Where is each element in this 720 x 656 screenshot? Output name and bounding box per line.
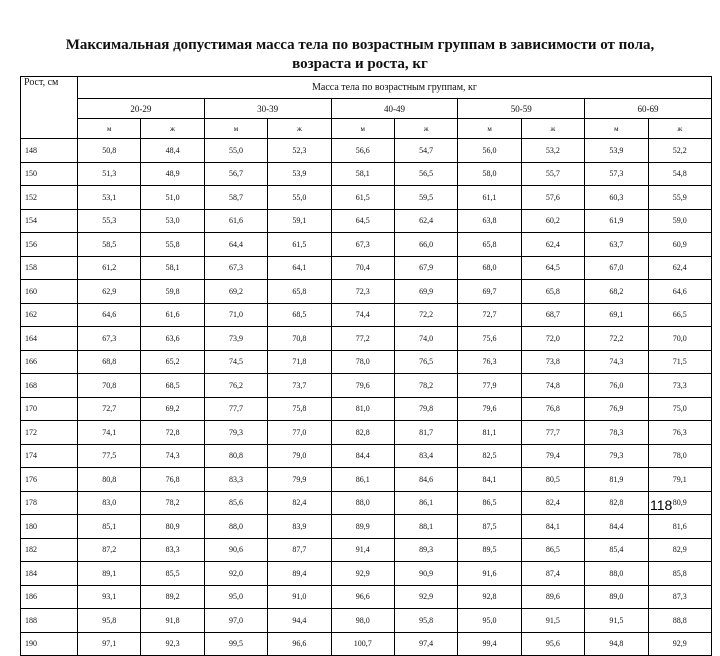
sex-header: м [585,119,648,139]
weight-cell: 91,5 [585,609,648,633]
weight-cell: 81,7 [394,421,457,445]
weight-cell: 64,5 [521,256,584,280]
weight-cell: 65,8 [268,280,331,304]
weight-cell: 68,5 [268,303,331,327]
weight-cell: 94,8 [585,632,648,656]
weight-cell: 70,0 [648,327,711,351]
table-row [21,444,712,468]
weight-cell: 53,0 [141,209,204,233]
weight-cell: 87,2 [78,538,141,562]
weight-cell: 86,1 [331,468,394,492]
weight-cell: 80,8 [78,468,141,492]
weight-cell: 73,9 [204,327,267,351]
weight-cell: 79,6 [458,397,521,421]
weight-cell: 85,1 [78,515,141,539]
sex-header: ж [268,119,331,139]
weight-cell: 69,2 [204,280,267,304]
weight-cell: 53,1 [78,186,141,210]
weight-cell: 95,6 [521,632,584,656]
page-title [20,36,700,74]
weight-cell: 92,8 [458,585,521,609]
weight-cell: 74,0 [394,327,457,351]
sex-header: ж [521,119,584,139]
weight-cell: 88,0 [331,491,394,515]
weight-cell: 89,5 [458,538,521,562]
weight-cell: 95,0 [204,585,267,609]
weight-cell: 73,3 [648,374,711,398]
weight-cell: 74,8 [521,374,584,398]
table-row [21,209,712,233]
weight-cell: 82,8 [585,491,648,515]
table-row [21,609,712,633]
sex-header: м [458,119,521,139]
weight-cell: 97,0 [204,609,267,633]
weight-cell: 51,0 [141,186,204,210]
weight-cell: 67,3 [204,256,267,280]
weight-cell: 69,1 [585,303,648,327]
weight-cell: 88,8 [648,609,711,633]
weight-cell: 71,8 [268,350,331,374]
weight-cell: 85,4 [585,538,648,562]
weight-cell: 61,5 [268,233,331,257]
weight-cell: 99,4 [458,632,521,656]
weight-cell: 89,6 [521,585,584,609]
weight-cell: 84,1 [458,468,521,492]
weight-cell: 64,4 [204,233,267,257]
weight-cell: 83,3 [204,468,267,492]
height-cell: 168 [21,374,78,398]
weight-cell: 83,4 [394,444,457,468]
weight-cell: 78,0 [331,350,394,374]
growth-header: Рост, см [21,77,78,139]
weight-cell: 55,0 [268,186,331,210]
weight-cell: 97,4 [394,632,457,656]
table-row [21,280,712,304]
weight-cell: 64,6 [648,280,711,304]
weight-cell: 76,8 [141,468,204,492]
weight-cell: 80,9 [141,515,204,539]
weight-cell: 89,2 [141,585,204,609]
weight-cell: 77,2 [331,327,394,351]
weight-cell: 92,0 [204,562,267,586]
weight-cell: 92,9 [394,585,457,609]
age-group-header: 30-39 [204,99,331,119]
height-cell: 184 [21,562,78,586]
height-cell: 180 [21,515,78,539]
age-group-header: 40-49 [331,99,458,119]
weight-cell: 55,7 [521,162,584,186]
weight-cell: 55,8 [141,233,204,257]
weight-cell: 69,2 [141,397,204,421]
weight-cell: 56,0 [458,139,521,163]
mass-header: Масса тела по возрастным группам, кг [78,77,712,99]
weight-cell: 92,9 [331,562,394,586]
weight-cell: 56,7 [204,162,267,186]
weight-cell: 54,8 [648,162,711,186]
weight-cell: 73,7 [268,374,331,398]
weight-cell: 60,9 [648,233,711,257]
table-row [21,233,712,257]
weight-cell: 87,5 [458,515,521,539]
weight-cell: 73,8 [521,350,584,374]
sex-header: ж [394,119,457,139]
weight-cell: 84,1 [521,515,584,539]
weight-cell: 61,9 [585,209,648,233]
weight-cell: 100,7 [331,632,394,656]
height-cell: 182 [21,538,78,562]
weight-cell: 95,0 [458,609,521,633]
height-cell: 172 [21,421,78,445]
weight-cell: 70,8 [268,327,331,351]
weight-cell: 76,3 [458,350,521,374]
weight-cell: 76,3 [648,421,711,445]
weight-cell: 79,6 [331,374,394,398]
weight-cell: 78,2 [141,491,204,515]
weight-cell: 56,5 [394,162,457,186]
weight-cell: 97,1 [78,632,141,656]
weight-cell: 89,4 [268,562,331,586]
weight-cell: 65,8 [521,280,584,304]
weight-cell: 74,4 [331,303,394,327]
weight-cell: 68,5 [141,374,204,398]
table-row [21,538,712,562]
table-row [21,585,712,609]
weight-cell: 56,6 [331,139,394,163]
weight-cell: 79,3 [585,444,648,468]
weight-cell: 68,7 [521,303,584,327]
weight-cell: 57,3 [585,162,648,186]
weight-cell: 76,9 [585,397,648,421]
weight-cell: 67,3 [331,233,394,257]
weight-cell: 62,4 [394,209,457,233]
weight-cell: 65,8 [458,233,521,257]
weight-cell: 99,5 [204,632,267,656]
weight-cell: 77,0 [268,421,331,445]
weight-cell: 77,5 [78,444,141,468]
height-cell: 174 [21,444,78,468]
weight-cell: 77,7 [204,397,267,421]
weight-cell: 92,3 [141,632,204,656]
weight-cell: 69,9 [394,280,457,304]
weight-cell: 55,0 [204,139,267,163]
weight-cell: 62,9 [78,280,141,304]
weight-cell: 74,3 [585,350,648,374]
height-cell: 148 [21,139,78,163]
weight-cell: 67,0 [585,256,648,280]
weight-cell: 70,4 [331,256,394,280]
weight-cell: 75,0 [648,397,711,421]
weight-cell: 76,2 [204,374,267,398]
weight-cell: 98,0 [331,609,394,633]
weight-cell: 52,3 [268,139,331,163]
weight-cell: 91,5 [521,609,584,633]
weight-cell: 72,2 [394,303,457,327]
weight-cell: 82,9 [648,538,711,562]
height-cell: 188 [21,609,78,633]
weight-cell: 78,0 [648,444,711,468]
weight-cell: 89,1 [78,562,141,586]
weight-cell: 74,1 [78,421,141,445]
height-cell: 150 [21,162,78,186]
weight-cell: 79,1 [648,468,711,492]
weight-cell: 64,5 [331,209,394,233]
weight-cell: 74,3 [141,444,204,468]
weight-table [20,76,712,656]
sex-header: ж [648,119,711,139]
weight-cell: 58,1 [141,256,204,280]
weight-cell: 82,5 [458,444,521,468]
weight-cell: 64,1 [268,256,331,280]
weight-cell: 81,1 [458,421,521,445]
height-cell: 152 [21,186,78,210]
weight-cell: 72,7 [78,397,141,421]
weight-cell: 79,4 [521,444,584,468]
weight-cell: 87,7 [268,538,331,562]
weight-cell: 53,9 [268,162,331,186]
table-row [21,186,712,210]
table-row [21,562,712,586]
weight-cell: 58,5 [78,233,141,257]
table-row [21,303,712,327]
weight-cell: 83,0 [78,491,141,515]
weight-cell: 92,9 [648,632,711,656]
weight-cell: 58,0 [458,162,521,186]
height-cell: 176 [21,468,78,492]
height-cell: 166 [21,350,78,374]
weight-cell: 58,7 [204,186,267,210]
weight-cell: 83,9 [268,515,331,539]
weight-cell: 91,4 [331,538,394,562]
weight-cell: 94,4 [268,609,331,633]
weight-cell: 53,9 [585,139,648,163]
weight-cell: 61,6 [204,209,267,233]
weight-cell: 88,1 [394,515,457,539]
weight-cell: 57,6 [521,186,584,210]
weight-cell: 72,8 [141,421,204,445]
weight-cell: 96,6 [331,585,394,609]
age-group-header: 20-29 [78,99,205,119]
weight-cell: 74,5 [204,350,267,374]
weight-cell: 91,6 [458,562,521,586]
weight-cell: 76,8 [521,397,584,421]
weight-cell: 68,2 [585,280,648,304]
table-row [21,468,712,492]
table-row [21,374,712,398]
weight-cell: 63,6 [141,327,204,351]
weight-cell: 67,3 [78,327,141,351]
weight-cell: 59,1 [268,209,331,233]
weight-cell: 59,0 [648,209,711,233]
weight-cell: 88,0 [585,562,648,586]
title-line-1: Максимальная допустимая масса тела по возрастным группам в зависимости от пола, [65,37,655,53]
weight-cell: 95,8 [394,609,457,633]
weight-cell: 53,2 [521,139,584,163]
weight-cell: 76,5 [394,350,457,374]
weight-cell: 59,5 [394,186,457,210]
weight-cell: 75,6 [458,327,521,351]
weight-cell: 61,2 [78,256,141,280]
height-cell: 178 [21,491,78,515]
weight-cell: 80,8 [204,444,267,468]
weight-cell: 51,3 [78,162,141,186]
weight-cell: 55,3 [78,209,141,233]
weight-cell: 69,7 [458,280,521,304]
weight-cell: 77,9 [458,374,521,398]
weight-cell: 89,0 [585,585,648,609]
height-cell: 190 [21,632,78,656]
weight-cell: 63,7 [585,233,648,257]
weight-cell: 79,9 [268,468,331,492]
weight-cell: 83,3 [141,538,204,562]
weight-cell: 48,4 [141,139,204,163]
weight-cell: 91,8 [141,609,204,633]
weight-cell: 54,7 [394,139,457,163]
weight-cell: 64,6 [78,303,141,327]
table-row [21,327,712,351]
height-cell: 186 [21,585,78,609]
weight-cell: 68,8 [78,350,141,374]
weight-cell: 90,6 [204,538,267,562]
weight-cell: 79,8 [394,397,457,421]
weight-cell: 86,5 [521,538,584,562]
weight-cell: 66,5 [648,303,711,327]
weight-cell: 76,0 [585,374,648,398]
weight-cell: 65,2 [141,350,204,374]
weight-cell: 61,1 [458,186,521,210]
weight-cell: 62,4 [521,233,584,257]
height-cell: 160 [21,280,78,304]
weight-cell: 81,9 [585,468,648,492]
weight-cell: 63,8 [458,209,521,233]
weight-cell: 72,3 [331,280,394,304]
height-cell: 156 [21,233,78,257]
table-row [21,139,712,163]
weight-cell: 84,4 [585,515,648,539]
weight-cell: 89,3 [394,538,457,562]
weight-cell: 72,7 [458,303,521,327]
weight-cell: 86,5 [458,491,521,515]
height-cell: 170 [21,397,78,421]
weight-cell: 61,6 [141,303,204,327]
weight-cell: 96,6 [268,632,331,656]
height-cell: 158 [21,256,78,280]
weight-cell: 84,6 [394,468,457,492]
weight-cell: 48,9 [141,162,204,186]
weight-cell: 62,4 [648,256,711,280]
weight-cell: 67,9 [394,256,457,280]
table-row [21,421,712,445]
weight-cell: 66,0 [394,233,457,257]
age-group-header: 50-59 [458,99,585,119]
weight-cell: 82,4 [521,491,584,515]
height-cell: 154 [21,209,78,233]
weight-cell: 50,8 [78,139,141,163]
weight-cell: 81,6 [648,515,711,539]
height-cell: 162 [21,303,78,327]
weight-cell: 84,4 [331,444,394,468]
weight-cell: 71,5 [648,350,711,374]
weight-cell: 93,1 [78,585,141,609]
weight-cell: 72,2 [585,327,648,351]
weight-cell: 85,6 [204,491,267,515]
weight-cell: 75,8 [268,397,331,421]
weight-cell: 52,2 [648,139,711,163]
weight-cell: 85,5 [141,562,204,586]
table-row [21,162,712,186]
weight-cell: 90,9 [394,562,457,586]
weight-cell: 80,9 [648,491,711,515]
weight-cell: 68,0 [458,256,521,280]
weight-cell: 91,0 [268,585,331,609]
weight-cell: 79,3 [204,421,267,445]
weight-cell: 80,5 [521,468,584,492]
weight-cell: 72,0 [521,327,584,351]
weight-cell: 77,7 [521,421,584,445]
sex-header: м [331,119,394,139]
weight-cell: 88,0 [204,515,267,539]
weight-cell: 59,8 [141,280,204,304]
weight-cell: 70,8 [78,374,141,398]
weight-cell: 86,1 [394,491,457,515]
weight-cell: 87,3 [648,585,711,609]
weight-cell: 81,0 [331,397,394,421]
weight-cell: 60,2 [521,209,584,233]
sex-header: ж [141,119,204,139]
weight-cell: 55,9 [648,186,711,210]
weight-cell: 82,4 [268,491,331,515]
table-row [21,632,712,656]
age-group-header: 60-69 [585,99,712,119]
height-cell: 164 [21,327,78,351]
sex-header: м [204,119,267,139]
weight-cell: 85,8 [648,562,711,586]
sex-header: м [78,119,141,139]
weight-cell: 58,1 [331,162,394,186]
weight-cell: 89,9 [331,515,394,539]
weight-cell: 71,0 [204,303,267,327]
weight-cell: 87,4 [521,562,584,586]
weight-cell: 95,8 [78,609,141,633]
table-row [21,515,712,539]
weight-cell: 78,2 [394,374,457,398]
weight-cell: 61,5 [331,186,394,210]
weight-cell: 78,3 [585,421,648,445]
table-row [21,256,712,280]
table-row [21,491,712,515]
title-line-2: возраста и роста, кг [292,56,428,72]
weight-cell: 82,8 [331,421,394,445]
table-row [21,350,712,374]
weight-cell: 79,0 [268,444,331,468]
table-row [21,397,712,421]
weight-cell: 60,3 [585,186,648,210]
slide-number: 118 [650,497,673,513]
